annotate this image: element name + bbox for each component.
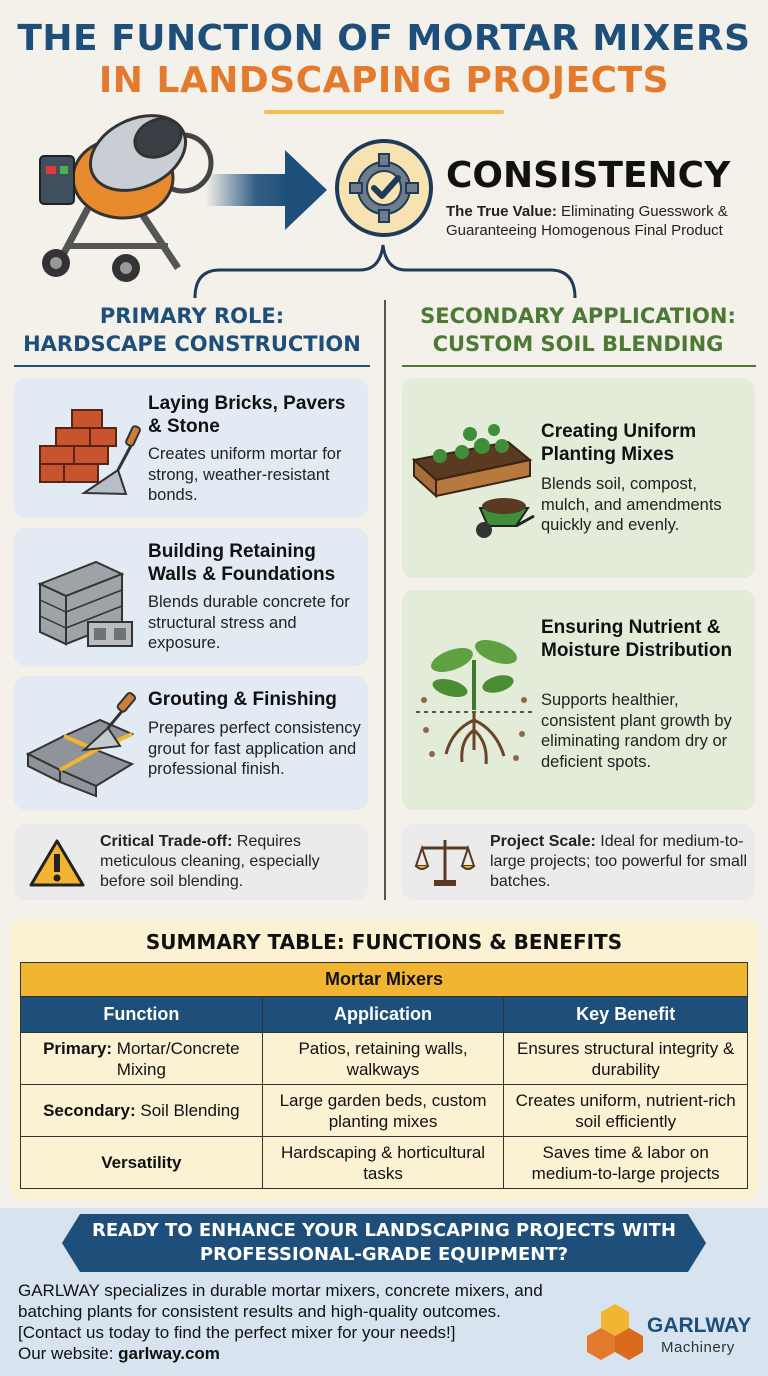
summary-title: SUMMARY TABLE: FUNCTIONS & BENEFITS bbox=[145, 930, 623, 954]
secondary-note-body: Ideal for medium-to-large projects; too powerful for small batches. bbox=[490, 833, 747, 890]
secondary-card-nutrient-title: Ensuring Nutrient & Moisture Distribution bbox=[541, 617, 733, 661]
summary-table bbox=[20, 962, 748, 1189]
block-wall-icon bbox=[26, 544, 146, 654]
secondary-heading bbox=[400, 302, 756, 358]
garlway-logo-icon bbox=[585, 1302, 645, 1362]
footer-line-2: [Contact us today to find the perfect mixer for your needs!] bbox=[18, 1323, 456, 1342]
table-cell-application: Patios, retaining walls, walkways bbox=[262, 1033, 504, 1085]
hero-value-text: Eliminating Guesswork & Guaranteeing Homogenous Final Product bbox=[446, 203, 728, 239]
title-underline bbox=[264, 110, 504, 114]
footer-website-line bbox=[18, 1343, 608, 1364]
primary-card-bricks-text: Creates uniform mortar for strong, weather-resistant bonds. bbox=[148, 445, 342, 504]
brace-connector bbox=[190, 240, 580, 300]
footer-line-1: GARLWAY specializes in durable mortar mixers, concrete mixers, and batching plants for consistent results and high-quality outcomes. bbox=[18, 1281, 543, 1321]
secondary-heading-line2: CUSTOM SOIL BLENDING bbox=[432, 332, 724, 356]
table-cell-benefit: Saves time & labor on medium-to-large projects bbox=[504, 1137, 748, 1189]
primary-card-walls-text: Blends durable concrete for structural stress and exposure. bbox=[148, 593, 350, 652]
table-row bbox=[21, 1033, 748, 1085]
row-label: Secondary: bbox=[43, 1101, 136, 1120]
footer-website-link[interactable]: garlway.com bbox=[118, 1344, 220, 1363]
bricks-trowel-icon bbox=[26, 398, 146, 498]
table-row bbox=[21, 1137, 748, 1189]
table-cell-application: Large garden beds, custom planting mixes bbox=[262, 1085, 504, 1137]
table-cell-application: Hardscaping & horticultural tasks bbox=[262, 1137, 504, 1189]
logo-sub: Machinery bbox=[661, 1339, 735, 1356]
primary-heading bbox=[14, 302, 370, 358]
cta-banner-text: READY TO ENHANCE YOUR LANDSCAPING PROJECTS WITH PROFESSIONAL-GRADE EQUIPMENT? bbox=[92, 1220, 676, 1265]
secondary-card-planting bbox=[402, 378, 755, 578]
title-line-1: THE FUNCTION OF MORTAR MIXERS bbox=[17, 18, 751, 59]
secondary-card-planting-title: Creating Uniform Planting Mixes bbox=[541, 421, 697, 465]
table-row bbox=[21, 1085, 748, 1137]
column-divider bbox=[384, 300, 386, 900]
primary-heading-line2: HARDSCAPE CONSTRUCTION bbox=[23, 332, 361, 356]
table-header-row bbox=[21, 997, 748, 1033]
secondary-heading-line1: SECONDARY APPLICATION: bbox=[420, 304, 736, 328]
secondary-note-text bbox=[490, 832, 748, 892]
hero-value-label: The True Value: bbox=[446, 203, 557, 220]
secondary-card-nutrient bbox=[402, 590, 755, 810]
primary-card-grouting bbox=[14, 676, 368, 810]
arrow-right-icon bbox=[205, 150, 330, 230]
row-label: Versatility bbox=[101, 1153, 182, 1172]
primary-card-walls bbox=[14, 528, 368, 666]
table-header-benefit: Key Benefit bbox=[504, 997, 748, 1033]
seedling-roots-icon bbox=[412, 630, 536, 770]
primary-card-bricks bbox=[14, 378, 368, 518]
table-header-application: Application bbox=[262, 997, 504, 1033]
primary-card-bricks-title: Laying Bricks, Pavers & Stone bbox=[148, 393, 346, 437]
logo-name: GARLWAY bbox=[647, 1314, 752, 1337]
primary-heading-underline bbox=[14, 365, 370, 367]
table-header-function: Function bbox=[21, 997, 263, 1033]
primary-heading-line1: PRIMARY ROLE: bbox=[99, 304, 285, 328]
primary-note-label: Critical Trade-off: bbox=[100, 833, 233, 850]
secondary-heading-underline bbox=[402, 365, 756, 367]
secondary-note-label: Project Scale: bbox=[490, 833, 596, 850]
gear-check-icon bbox=[334, 138, 434, 238]
table-caption-row bbox=[21, 963, 748, 997]
row-function: Mortar/Concrete Mixing bbox=[116, 1038, 240, 1079]
primary-card-grouting-text: Prepares perfect consistency grout for fast application and professional finish. bbox=[148, 719, 361, 778]
title-line-2: IN LANDSCAPING PROJECTS bbox=[98, 60, 670, 101]
grout-trowel-icon bbox=[24, 690, 148, 800]
hero-value bbox=[446, 202, 766, 240]
primary-note bbox=[14, 824, 368, 900]
raised-bed-wheelbarrow-icon bbox=[410, 412, 538, 542]
primary-note-body: Requires meticulous cleaning, especially before soil blending. bbox=[100, 833, 320, 890]
table-cell-function bbox=[21, 1033, 263, 1085]
secondary-card-planting-text: Blends soil, compost, mulch, and amendments quickly and evenly. bbox=[541, 475, 722, 534]
scale-balance-icon bbox=[414, 834, 476, 890]
secondary-card-nutrient-text: Supports healthier, consistent plant growth by eliminating random dry or deficient spots. bbox=[541, 691, 732, 771]
table-cell-benefit: Ensures structural integrity & durability bbox=[504, 1033, 748, 1085]
secondary-note bbox=[402, 824, 755, 900]
primary-note-text bbox=[100, 832, 360, 892]
row-label: Primary: bbox=[43, 1038, 113, 1058]
primary-card-grouting-title: Grouting & Finishing bbox=[148, 689, 337, 710]
table-cell-benefit: Creates uniform, nutrient-rich soil efficiently bbox=[504, 1085, 748, 1137]
table-cell-function bbox=[21, 1137, 263, 1189]
primary-card-walls-title: Building Retaining Walls & Foundations bbox=[148, 541, 336, 585]
row-function: Soil Blending bbox=[140, 1101, 240, 1120]
hero-heading: CONSISTENCY bbox=[446, 155, 731, 196]
footer-text bbox=[18, 1280, 608, 1364]
footer-website-label: Our website: bbox=[18, 1344, 114, 1363]
table-caption: Mortar Mixers bbox=[21, 963, 748, 997]
warning-icon bbox=[28, 838, 86, 888]
table-cell-function bbox=[21, 1085, 263, 1137]
